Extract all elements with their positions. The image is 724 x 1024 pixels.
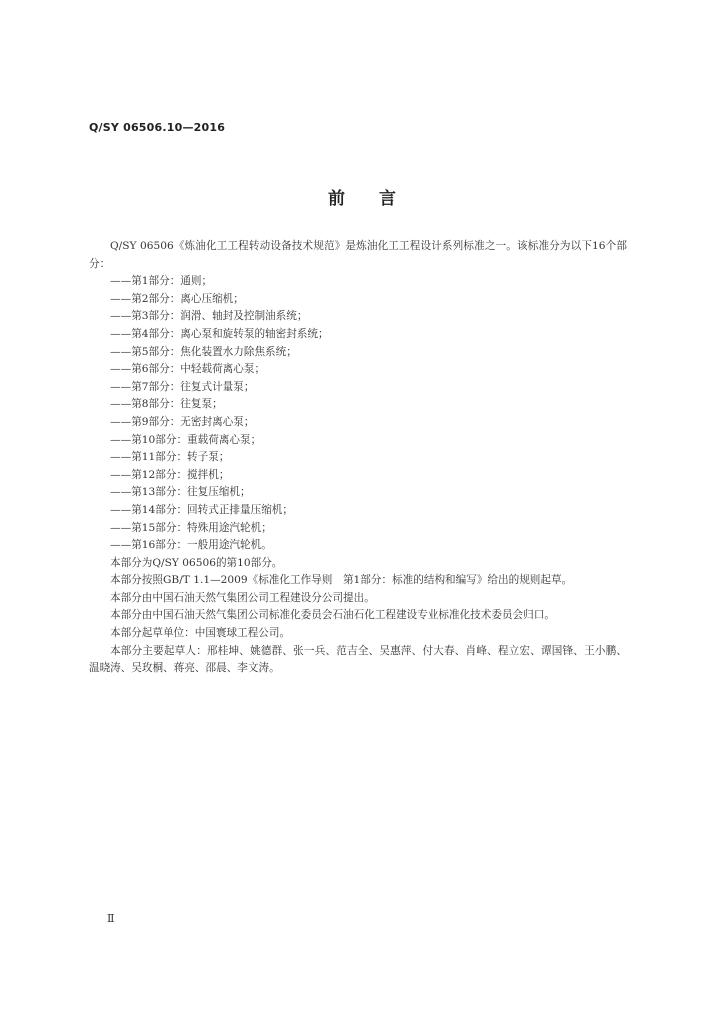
administrator-statement: 本部分由中国石油天然气集团公司标准化委员会石油石化工程建设专业标准化技术委员会归口。 [110,609,555,622]
list-item: ——第15部分：特殊用途汽轮机； [110,521,272,534]
part-statement: 本部分为Q/SY 06506的第10部分。 [110,556,283,569]
list-item: ——第1部分：通则； [110,275,213,288]
intro-paragraph: Q/SY 06506《炼油化工工程转动设备技术规范》是炼油化工工程设计系列标准之一。该标准分为以下16个部分： [89,240,627,270]
list-item: ——第5部分：焦化装置水力除焦系统； [110,345,297,358]
drafters-statement: 本部分主要起草人：邢桂坤、姚德群、张一兵、范吉全、吴惠萍、付大春、肖峰、程立宏、谭国锋、王小鹏、温晓涛、吴玫桐、蒋亮、邵晨、李文涛。 [89,644,627,675]
list-item: ——第7部分：往复式计量泵； [110,380,255,393]
list-item: ——第12部分：搅拌机； [110,468,230,481]
page-number: Ⅱ [107,912,115,925]
list-item: ——第14部分：回转式正排量压缩机； [110,503,293,516]
list-item: ——第9部分：无密封离心泵； [110,415,255,428]
list-item: ——第16部分：一般用途汽轮机。 [110,539,272,552]
list-item: ——第11部分：转子泵； [110,451,230,464]
list-item: ——第2部分：离心压缩机； [110,292,244,305]
list-item: ——第6部分：中轻载荷离心泵； [110,363,266,376]
foreword-body [89,238,627,678]
list-item: ——第8部分：往复泵； [110,398,223,411]
list-item: ——第13部分：往复压缩机； [110,486,251,499]
page-title: 前言 [328,189,430,209]
proposer-statement: 本部分由中国石油天然气集团公司工程建设分公司提出。 [110,591,375,604]
document-code: Q/SY 06506.10—2016 [89,121,226,134]
drafting-unit-statement: 本部分起草单位：中国寰球工程公司。 [110,627,291,640]
list-item: ——第3部分：润滑、轴封及控制油系统； [110,310,308,323]
list-item: ——第10部分：重载荷离心泵； [110,433,262,446]
drafting-rules-statement: 本部分按照GB/T 1.1—2009《标准化工作导则 第1部分：标准的结构和编写》给出的规则起草。 [110,574,573,587]
parts-list [89,273,627,555]
list-item: ——第4部分：离心泵和旋转泵的轴密封系统； [110,327,329,340]
